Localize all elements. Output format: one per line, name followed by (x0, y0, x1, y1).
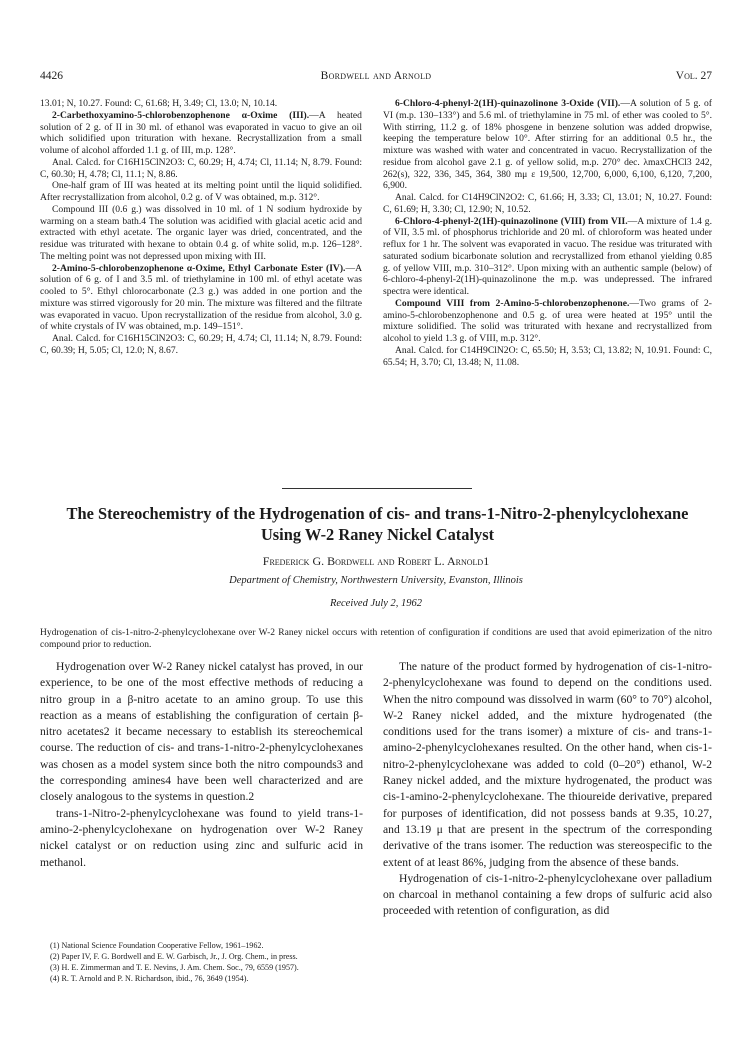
footnote: (1) National Science Foundation Cooperative Fellow, 1961–1962. (50, 941, 264, 950)
body-left-column (40, 659, 363, 871)
paragraph-text: —Two grams of 2-amino-5-chlorobenzophenone and 0.5 g. of urea were heated at 195° until the mixture solidified. The solid was triturated with hexane and recrystallized from alcohol to yield 1.3 g. of VIII, m.p. 312°. (383, 297, 712, 344)
paragraph (383, 98, 712, 192)
paragraph (40, 110, 362, 157)
article-title: The Stereochemistry of the Hydrogenation of cis- and trans-1-Nitro-2-phenylcyclohexane Using W-2 Raney Nickel Catalyst (66, 504, 689, 544)
abstract: Hydrogenation of cis-1-nitro-2-phenylcyclohexane over W-2 Raney nickel occurs with retention of configuration if conditions are used that avoid epimerization of the nitro compound prior to reduction. (40, 628, 712, 650)
section-heading: Compound VIII from 2-Amino-5-chlorobenzophenone. (395, 297, 630, 309)
article-separator-rule (282, 488, 472, 489)
paragraph: trans-1-Nitro-2-phenylcyclohexane was found to yield trans-1-amino-2-phenylcyclohexane on hydrogenation over W-2 Raney nickel catalyst or on reduction using zinc and sulfuric acid in methanol. (40, 806, 363, 869)
article-authors: Frederick G. Bordwell and Robert L. Arnold1 (262, 554, 490, 568)
running-title: Bordwell and Arnold (320, 70, 432, 82)
footnotes (40, 941, 363, 985)
paragraph (383, 298, 712, 345)
section-heading: 6-Chloro-4-phenyl-2(1H)-quinazolinone 3-Oxide (VII). (395, 98, 621, 109)
paragraph: Compound III (0.6 g.) was dissolved in 10 ml. of 1 N sodium hydroxide by warming on a steam bath.4 The solution was acidified with glacial acetic acid and extracted with ethyl acetate. The organic layer was dried, concentrated, and the residue was triturated with hexane to obtain 0.4 g. of white solid, m.p. 126–128°. The melting point was not depressed upon mixing with III. (40, 203, 362, 262)
paragraph-text: —A solution of 5 g. of VI (m.p. 130–133°) and 5.6 ml. of triethylamine in 75 ml. of ether was cooled to 5°. With stirring, 11.2 g. of 18% phosgene in benzene solution was added dropwise, keeping the temperature below 10°. After stirring for an additional 0.5 hr., the mixture was washed with water and concentrated in vacuo. Recrystallization of the residue from alcohol gave 2.1 g. of yellow solid, m.p. 270° dec. λmaxCHCl3 242, 262(s), 322, 336, 345, 364, 380 mμ ε 19,500, 12,700, 6,000, 6,100, 6,120, 7,200, 6,900. (383, 98, 712, 192)
paragraph: Hydrogenation of cis-1-nitro-2-phenylcyclohexane over palladium on charcoal in methanol containing a few drops of sulfuric acid also proceeded with retention of configuration, as did (383, 871, 712, 918)
received-date: Received July 2, 1962 (329, 598, 423, 609)
paragraph (383, 216, 712, 298)
paragraph: One-half gram of III was heated at its melting point until the liquid solidified. After recrystallization from alcohol, 0.2 g. of V was obtained, m.p. 312°. (40, 180, 362, 203)
paragraph: Anal. Calcd. for C14H9ClN2O: C, 65.50; H, 3.53; Cl, 13.82; N, 10.91. Found: C, 65.54; H, 3.70; Cl, 13.48; N, 11.08. (383, 344, 712, 368)
paragraph: 13.01; N, 10.27. Found: C, 61.68; H, 3.49; Cl, 13.0; N, 10.14. (40, 98, 278, 109)
paragraph-text: —A heated solution of 2 g. of II in 30 ml. of ethanol was evaporated in vacuo to give an oil which solidified upon trituration with hexane. Recrystallization from a small volume of alcohol afforded 1.1 g. of III, m.p. 128°. (40, 109, 362, 156)
paragraph-text: —A solution of 6 g. of I and 3.5 ml. of triethylamine in 100 ml. of ethyl acetate was cooled to 5°. Ethyl chlorocarbonate (2.3 g.) was added in one portion and the mixture was stirred vigorously for 20 min. The mixture was filtered and the filtrate was evaporated in vacuo. Upon recrystallization of the residue from alcohol, 3.0 g. of white crystals of IV was obtained, m.p. 149–151°. (40, 262, 362, 333)
paragraph: Hydrogenation over W-2 Raney nickel catalyst has proved, in our experience, to be one of the most effective methods of reducing a nitro group in a β-nitro acetate to an amino group. To use this reaction as a means of establishing the configuration of certain β-nitro acetates2 it became necessary to establish its stereochemical course. The reduction of cis- and trans-1-nitro-2-phenylcyclohexanes was chosen as a model system since both the nitro compounds3 and the corresponding amines4 have been well characterized and are closely analogous to the systems in question.2 (40, 660, 363, 804)
section-heading: 6-Chloro-4-phenyl-2(1H)-quinazolinone (VIII) from VII. (395, 215, 628, 227)
footnote: (2) Paper IV, F. G. Bordwell and E. W. Garbisch, Jr., J. Org. Chem., in press. (50, 951, 298, 961)
paragraph: Anal. Calcd. for C16H15ClN2O3: C, 60.29; H, 4.74; Cl, 11.14; N, 8.79. Found: C, 60.39; H, 5.05; Cl, 12.0; N, 8.67. (40, 333, 362, 356)
section-heading: 2-Amino-5-chlorobenzophenone α-Oxime, Ethyl Carbonate Ester (IV). (52, 262, 346, 274)
footnote: (4) R. T. Arnold and P. N. Richardson, ibid., 76, 3649 (1954). (50, 973, 249, 983)
paragraph (40, 263, 362, 334)
paragraph-text: —A mixture of 1.4 g. of VII, 3.5 ml. of phosphorus trichloride and 20 ml. of chloroform was heated under reflux for 1 hr. The solvent was evaporated in vacuo. The residue was triturated with saturated sodium bicarbonate solution and recrystallized from ethanol yielding 0.85 g. of yellow VIII, m.p. 310–312°. Upon mixing with an authentic sample (below) of 6-chloro-4-phenyl-2(1H)-quinazolinone the m.p. was undepressed. The infrared spectra were identical. (383, 215, 712, 297)
paragraph: Anal. Calcd. for C16H15ClN2O3: C, 60.29; H, 4.74; Cl, 11.14; N, 8.79. Found: C, 60.30; H, 4.78; Cl, 11.1; N, 8.86. (40, 156, 362, 180)
author-affiliation: Department of Chemistry, Northwestern University, Evanston, Illinois (229, 575, 523, 586)
paragraph: Anal. Calcd. for C14H9ClN2O2: C, 61.66; H, 3.33; Cl, 13.01; N, 10.27. Found: C, 61.69; H, 3.30; Cl, 12.90; N, 10.52. (383, 192, 712, 215)
body-right-column (383, 659, 712, 920)
page-header (40, 70, 712, 86)
prev-article-left-column (40, 98, 362, 357)
page-number: 4426 (40, 70, 63, 82)
paragraph: The nature of the product formed by hydrogenation of cis-1-nitro-2-phenylcyclohexane was found to depend on the conditions used. When the nitro compound was dissolved in warm (60° to 70°) alcohol, W-2 Raney nickel added, and the mixture hydrogenated (the conditions used for the trans isomer) a mixture of cis- and trans-1-amino-2-phenylcyclohexanes resulted. On the other hand, when cis-1-nitro-2-phenylcyclohexane was added to cold (0–20°) ethanol, W-2 Raney nickel added, and the mixture hydrogenated, the product was cis-1-amino-2-phenylcyclohexane. The thioureide derivative, prepared for purposes of identification, did not possess bands at 9.35, 10.27, and 13.19 μ that are present in the spectrum of the corresponding derivative of the trans isomer. The reduction was stereospecific to the extent of at least 86%, judging from the absence of these bands. (383, 660, 712, 869)
volume-label: Vol. 27 (675, 70, 712, 82)
section-heading: 2-Carbethoxyamino-5-chlorobenzophenone α-Oxime (III). (52, 109, 310, 121)
prev-article-right-column (383, 98, 712, 368)
footnote: (3) H. E. Zimmerman and T. E. Nevins, J. Am. Chem. Soc., 79, 6559 (1957). (50, 962, 299, 972)
